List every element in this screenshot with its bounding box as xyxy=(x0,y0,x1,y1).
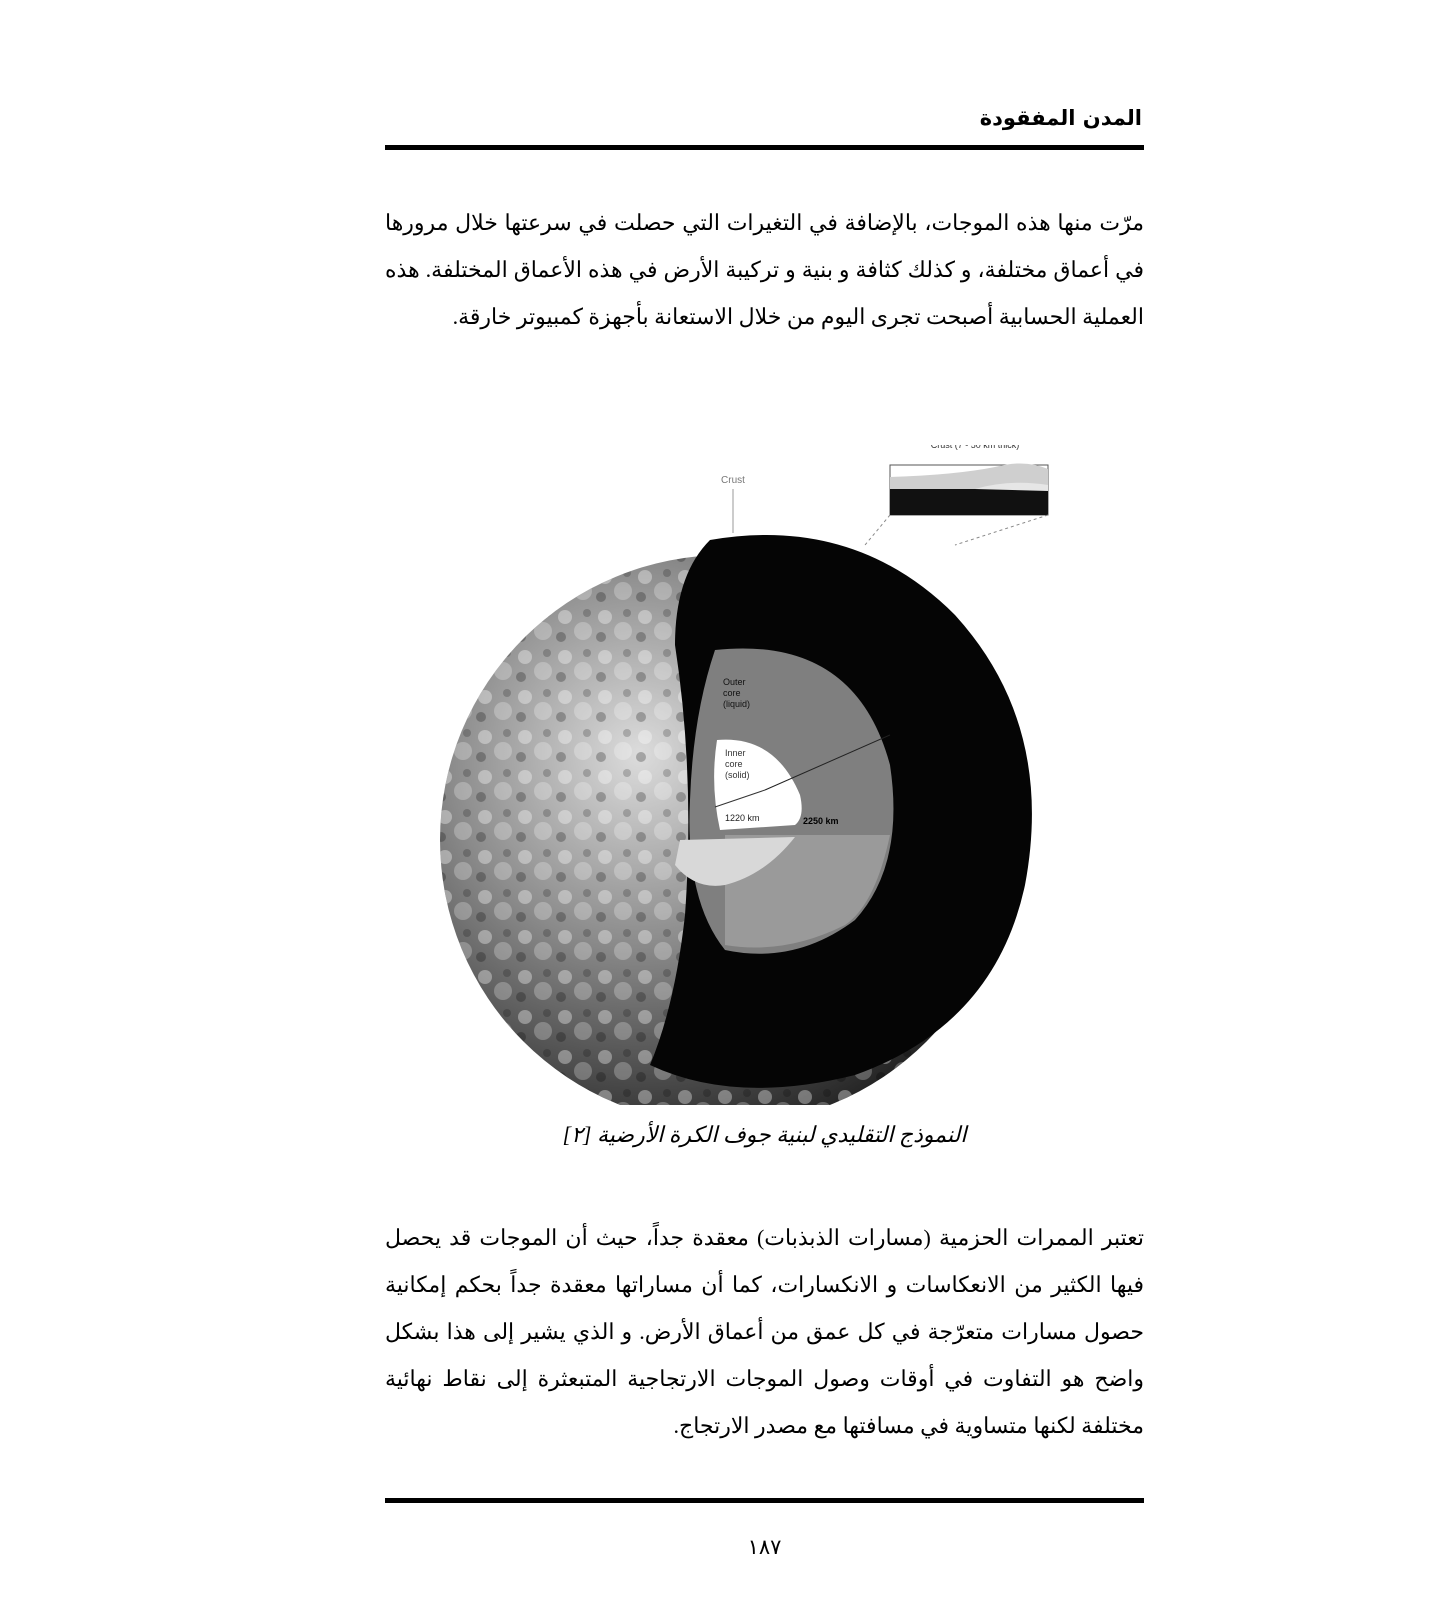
figure-caption: النموذج التقليدي لبنية جوف الكرة الأرضية [٢] xyxy=(562,1122,967,1147)
crust-inset xyxy=(865,445,1048,545)
page-number: ١٨٧ xyxy=(747,1535,782,1559)
header-rule xyxy=(385,145,1144,150)
inner-core-label-3: (solid) xyxy=(725,770,750,780)
outer-thickness-label: 2250 km xyxy=(803,816,839,826)
paragraph-1: مرّت منها هذه الموجات، بالإضافة في التغيرات التي حصلت في سرعتها خلال مرورها في أعماق مختلفة، و كذلك كثافة و بنية و تركيبة الأرض في هذه الأعماق المختلفة. هذه العملية الحسابية أصبحت تجرى اليوم من خلال الاستعانة بأجهزة كمبيوتر خارقة. xyxy=(385,210,1144,329)
outer-core-label-3: (liquid) xyxy=(723,699,751,709)
inner-core-label-2: core xyxy=(725,759,743,769)
inner-core-label-1: Inner xyxy=(725,748,746,758)
crust-label: Crust xyxy=(721,475,745,486)
outer-core-label-2: core xyxy=(723,688,741,698)
inner-radius-label: 1220 km xyxy=(725,813,760,823)
crust-inset-label: Crust (7 - 50 km thick) xyxy=(930,445,1020,450)
footer-rule xyxy=(385,1498,1144,1503)
earth-cutaway-illustration xyxy=(435,445,1085,1105)
outer-core-label-1: Outer xyxy=(723,677,746,687)
running-header-title: المدن المفقودة xyxy=(979,106,1142,130)
earth-structure-figure xyxy=(435,445,1085,1105)
paragraph-2: تعتبر الممرات الحزمية (مسارات الذبذبات) معقدة جداً، حيث أن الموجات قد يحصل فيها الكثير من الانعكاسات و الانكسارات، كما أن مساراتها معقدة جداً بحكم إمكانية حصول مسارات متعرّجة في كل عمق من أعماق الأرض. و الذي يشير إلى هذا بشكل واضح هو التفاوت في أوقات وصول الموجات الارتجاجية المتبعثرة إلى نقاط نهائية مختلفة لكنها متساوية في مسافتها مع مصدر الارتجاج. xyxy=(385,1225,1144,1438)
